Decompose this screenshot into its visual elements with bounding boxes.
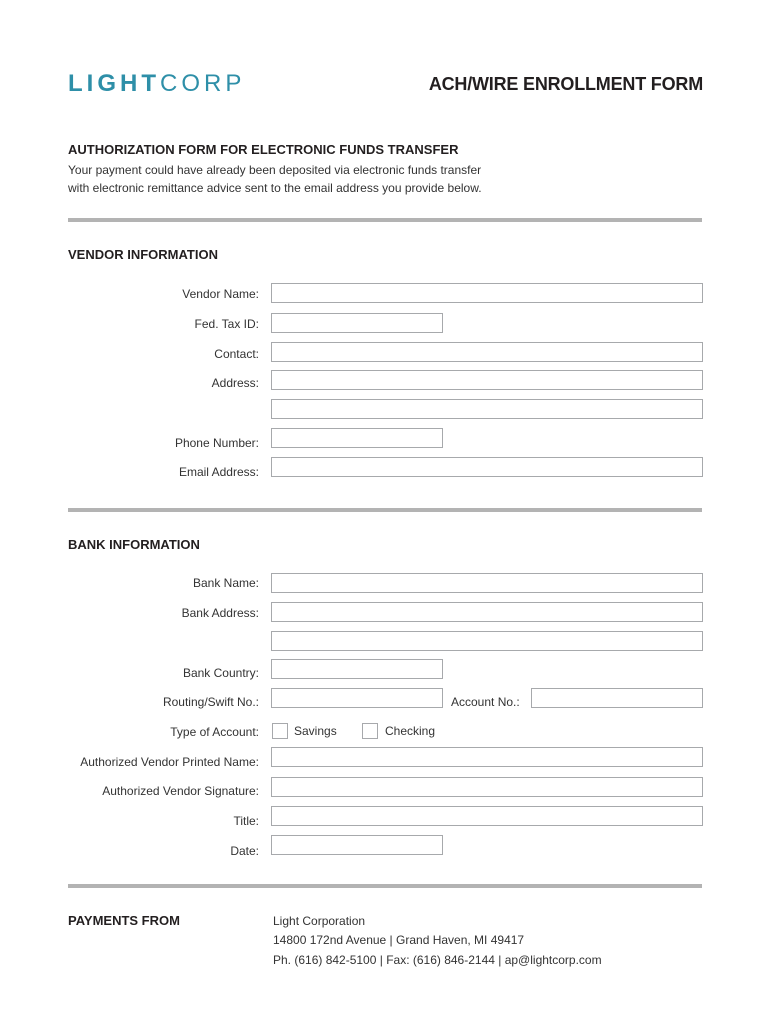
logo-light-text: CORP xyxy=(160,70,246,97)
address-input-line-2[interactable] xyxy=(271,399,703,419)
account-input[interactable] xyxy=(531,688,703,708)
company-logo xyxy=(68,70,245,98)
account-label: Account No.: xyxy=(451,695,520,709)
vendor-name-input[interactable] xyxy=(271,283,703,303)
logo-bold-text: LIGHT xyxy=(68,70,160,97)
address-label: Address: xyxy=(211,376,259,390)
bank-country-label: Bank Country: xyxy=(182,666,259,680)
routing-label: Routing/Swift No.: xyxy=(162,695,259,709)
vendor-section-heading: VENDOR INFORMATION xyxy=(68,247,218,262)
signature-label: Authorized Vendor Signature: xyxy=(102,784,259,798)
intro-heading: AUTHORIZATION FORM FOR ELECTRONIC FUNDS TRANSFER xyxy=(68,142,459,157)
routing-input[interactable] xyxy=(271,688,443,708)
payments-from-heading: PAYMENTS FROM xyxy=(68,913,180,928)
checking-label: Checking xyxy=(385,724,436,738)
phone-input[interactable] xyxy=(271,428,443,448)
bank-address-input-line-1[interactable] xyxy=(271,602,703,622)
vendor-name-label: Vendor Name: xyxy=(182,287,259,301)
bank-address-input-line-2[interactable] xyxy=(271,631,703,651)
company-name: Light Corporation xyxy=(273,914,366,928)
address-input-line-1[interactable] xyxy=(271,370,703,390)
account-type-label: Type of Account: xyxy=(170,725,259,739)
bank-name-label: Bank Name: xyxy=(192,576,259,590)
savings-checkbox[interactable] xyxy=(272,723,288,739)
email-label: Email Address: xyxy=(178,465,259,479)
contact-label: Contact: xyxy=(214,347,259,361)
section-divider xyxy=(68,884,702,888)
title-label: Title: xyxy=(233,814,259,828)
company-address: 14800 172nd Avenue | Grand Haven, MI 49417 xyxy=(273,933,525,947)
bank-address-label: Bank Address: xyxy=(181,606,259,620)
checking-checkbox[interactable] xyxy=(362,723,378,739)
signature-input[interactable] xyxy=(271,777,703,797)
bank-name-input[interactable] xyxy=(271,573,703,593)
section-divider xyxy=(68,218,702,222)
fed-tax-id-input[interactable] xyxy=(271,313,443,333)
intro-line-2: with electronic remittance advice sent to the email address you provide below. xyxy=(68,181,482,195)
bank-section-heading: BANK INFORMATION xyxy=(68,537,200,552)
date-label: Date: xyxy=(230,844,259,858)
bank-country-input[interactable] xyxy=(271,659,443,679)
printed-name-input[interactable] xyxy=(271,747,703,767)
intro-line-1: Your payment could have already been deposited via electronic funds transfer xyxy=(68,163,482,177)
email-input[interactable] xyxy=(271,457,703,477)
form-title: ACH/WIRE ENROLLMENT FORM xyxy=(428,74,703,94)
date-input[interactable] xyxy=(271,835,443,855)
savings-label: Savings xyxy=(294,724,337,738)
company-contact: Ph. (616) 842-5100 | Fax: (616) 846-2144 | ap@lightcorp.com xyxy=(273,953,602,967)
contact-input[interactable] xyxy=(271,342,703,362)
title-input[interactable] xyxy=(271,806,703,826)
printed-name-label: Authorized Vendor Printed Name: xyxy=(80,755,259,769)
section-divider xyxy=(68,508,702,512)
phone-label: Phone Number: xyxy=(174,436,259,450)
fed-tax-id-label: Fed. Tax ID: xyxy=(194,317,259,331)
